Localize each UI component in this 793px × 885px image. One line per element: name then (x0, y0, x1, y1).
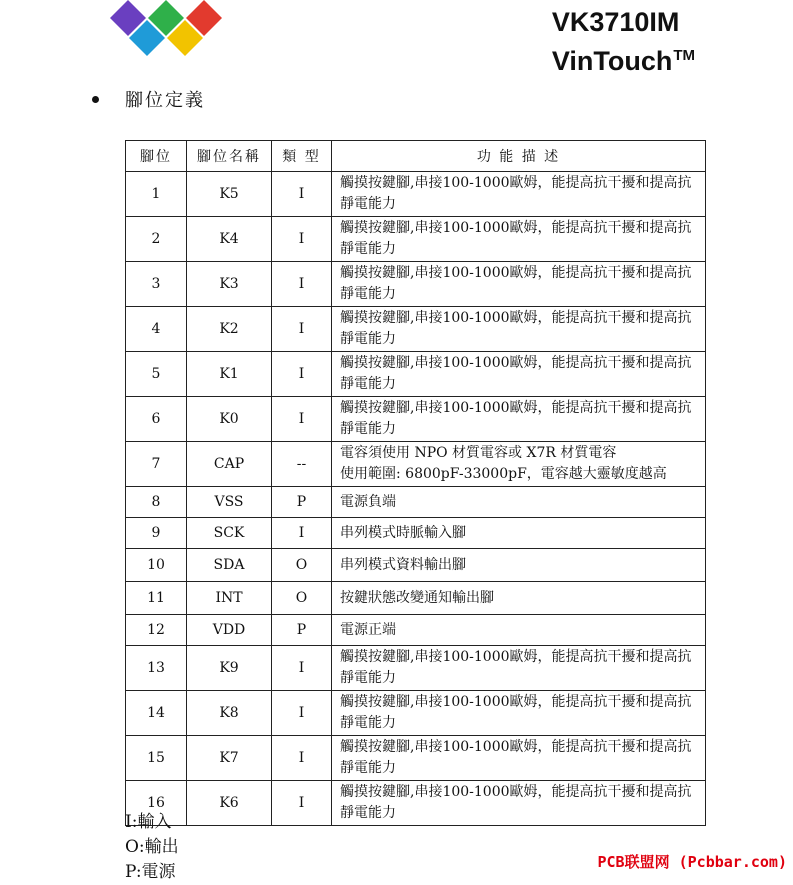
product-model: VK3710IM (551, 7, 680, 37)
pin-number-cell: 16 (126, 781, 187, 826)
pin-number-cell: 1 (126, 172, 187, 217)
table-row (126, 352, 706, 397)
table-row (126, 518, 706, 549)
table-body (126, 172, 706, 826)
pin-name-cell: K4 (187, 217, 272, 262)
section-heading (92, 86, 205, 112)
pin-description-cell (332, 307, 706, 352)
section-title: 腳位定義 (125, 90, 205, 111)
table-row (126, 262, 706, 307)
trademark-mark: TM (673, 47, 695, 64)
pin-description-cell (332, 172, 706, 217)
pin-number-cell: 5 (126, 352, 187, 397)
table-row (126, 691, 706, 736)
table-row (126, 615, 706, 646)
header-description: 功 能 描 述 (332, 141, 706, 172)
description-text: 串列模式時脈輸入腳 (340, 524, 466, 541)
table-row (126, 172, 706, 217)
pin-description-cell (332, 691, 706, 736)
pin-number-cell: 6 (126, 397, 187, 442)
pin-description-cell (332, 549, 706, 582)
pin-name-cell: K8 (187, 691, 272, 736)
pin-type-cell: P (272, 487, 332, 518)
pin-description-cell (332, 352, 706, 397)
pin-number-cell: 4 (126, 307, 187, 352)
product-brand: VinTouch™ (551, 46, 695, 76)
description-text: 電源正端 (340, 621, 396, 638)
header-pin: 腳位 (126, 141, 187, 172)
header-pin-name: 腳位名稱 (187, 141, 272, 172)
table-row (126, 442, 706, 487)
description-text: 觸摸按鍵腳,串接100-1000歐姆，能提高抗干擾和提高抗靜電能力 (340, 265, 692, 302)
table-row (126, 307, 706, 352)
pin-number-cell: 12 (126, 615, 187, 646)
description-text: 觸摸按鍵腳,串接100-1000歐姆，能提高抗干擾和提高抗靜電能力 (340, 175, 692, 212)
table-row (126, 549, 706, 582)
site-watermark: PCB联盟网 (Pcbbar.com) (597, 853, 787, 871)
pin-number-cell: 3 (126, 262, 187, 307)
pin-number-cell: 10 (126, 549, 187, 582)
pin-name-cell: K0 (187, 397, 272, 442)
table-row (126, 736, 706, 781)
legend-power: P:電源 (125, 862, 176, 882)
pin-name-cell: SDA (187, 549, 272, 582)
description-text: 觸摸按鍵腳,串接100-1000歐姆，能提高抗干擾和提高抗靜電能力 (340, 649, 692, 686)
pin-type-cell: I (272, 307, 332, 352)
description-text: 按鍵狀態改變通知輸出腳 (340, 589, 494, 606)
pin-name-cell: SCK (187, 518, 272, 549)
bullet-icon (92, 96, 99, 103)
description-text: 電源負端 (340, 493, 396, 510)
pin-description-cell (332, 615, 706, 646)
pin-description-cell (332, 487, 706, 518)
table-row (126, 487, 706, 518)
pin-number-cell: 9 (126, 518, 187, 549)
pin-description-cell (332, 582, 706, 615)
pin-description-cell (332, 781, 706, 826)
header-type: 類 型 (272, 141, 332, 172)
table-header-row (126, 141, 706, 172)
pin-name-cell: K5 (187, 172, 272, 217)
pin-description-cell (332, 217, 706, 262)
pin-name-cell: K1 (187, 352, 272, 397)
description-text: 觸摸按鍵腳,串接100-1000歐姆，能提高抗干擾和提高抗靜電能力 (340, 784, 692, 821)
pin-description-cell (332, 442, 706, 487)
pin-name-cell: K7 (187, 736, 272, 781)
pin-type-cell: I (272, 646, 332, 691)
pin-number-cell: 7 (126, 442, 187, 487)
pin-type-cell: I (272, 781, 332, 826)
pin-type-cell: I (272, 352, 332, 397)
description-text: 觸摸按鍵腳,串接100-1000歐姆，能提高抗干擾和提高抗靜電能力 (340, 694, 692, 731)
description-text: 觸摸按鍵腳,串接100-1000歐姆，能提高抗干擾和提高抗靜電能力 (340, 220, 692, 257)
pin-type-cell: P (272, 615, 332, 646)
description-text: 觸摸按鍵腳,串接100-1000歐姆，能提高抗干擾和提高抗靜電能力 (340, 400, 692, 437)
table-row (126, 646, 706, 691)
pin-name-cell: K9 (187, 646, 272, 691)
table-row (126, 582, 706, 615)
pin-type-cell: I (272, 217, 332, 262)
pin-name-cell: K6 (187, 781, 272, 826)
pin-type-cell: I (272, 397, 332, 442)
description-text-line2: 使用範圍: 6800pF-33000pF，電容越大靈敏度越高 (340, 466, 667, 482)
pin-number-cell: 8 (126, 487, 187, 518)
description-text: 觸摸按鍵腳,串接100-1000歐姆，能提高抗干擾和提高抗靜電能力 (340, 355, 692, 392)
product-title (552, 6, 695, 78)
pin-description-cell (332, 262, 706, 307)
pin-name-cell: K2 (187, 307, 272, 352)
description-text: 電容須使用 NPO 材質電容或 X7R 材質電容 (340, 445, 617, 461)
pin-type-cell: I (272, 691, 332, 736)
description-text: 觸摸按鍵腳,串接100-1000歐姆，能提高抗干擾和提高抗靜電能力 (340, 739, 692, 776)
description-text: 串列模式資料輸出腳 (340, 556, 466, 573)
legend-output: O:輸出 (125, 837, 179, 857)
pin-type-cell: -- (272, 442, 332, 487)
pin-number-cell: 15 (126, 736, 187, 781)
pin-description-cell (332, 518, 706, 549)
pin-description-cell (332, 397, 706, 442)
pin-number-cell: 13 (126, 646, 187, 691)
pin-number-cell: 2 (126, 217, 187, 262)
pin-description-cell (332, 646, 706, 691)
table-row (126, 397, 706, 442)
pin-description-cell (332, 736, 706, 781)
pin-number-cell: 14 (126, 691, 187, 736)
pin-type-cell: I (272, 172, 332, 217)
pin-name-cell: INT (187, 582, 272, 615)
pin-type-cell: O (272, 582, 332, 615)
company-logo (104, 0, 228, 62)
pin-name-cell: VSS (187, 487, 272, 518)
pin-number-cell: 11 (126, 582, 187, 615)
table-row (126, 781, 706, 826)
type-legend (125, 810, 179, 885)
pin-name-cell: K3 (187, 262, 272, 307)
pin-definition-table (125, 140, 706, 826)
pin-type-cell: O (272, 549, 332, 582)
legend-input: I:輸入 (125, 812, 172, 832)
pin-type-cell: I (272, 518, 332, 549)
pin-type-cell: I (272, 262, 332, 307)
table-row (126, 217, 706, 262)
pin-type-cell: I (272, 736, 332, 781)
pin-name-cell: VDD (187, 615, 272, 646)
pin-name-cell: CAP (187, 442, 272, 487)
description-text: 觸摸按鍵腳,串接100-1000歐姆，能提高抗干擾和提高抗靜電能力 (340, 310, 692, 347)
